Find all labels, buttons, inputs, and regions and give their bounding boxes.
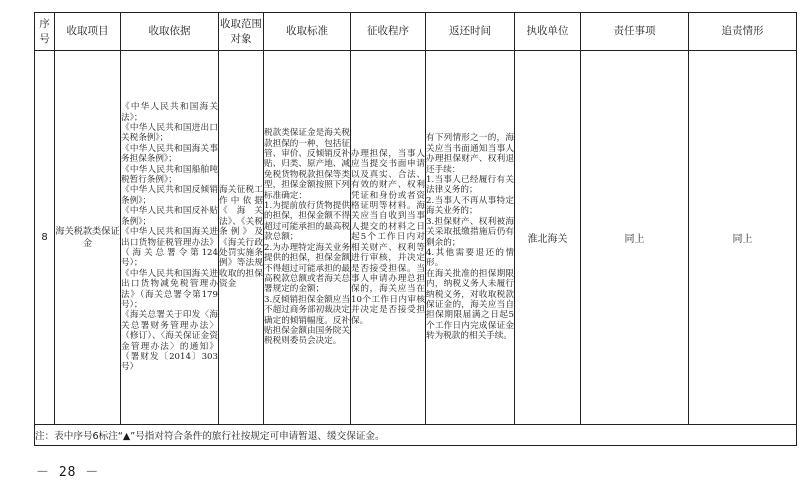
accountability-cell: 同上 xyxy=(689,51,797,425)
refund-line: 2.当事人不再从事特定海关业务的； xyxy=(426,195,514,217)
scope-cell: 海关征税工作中依据《海关法》、《关税条例》及《海关行政处罚实施条例》等法规收取的担保资金 xyxy=(219,51,264,425)
collecting-unit: 淮北海关 xyxy=(515,51,581,425)
fee-item-name: 海关税款类保证金 xyxy=(55,51,121,425)
fee-table xyxy=(34,12,797,446)
refund-line: 4.其他需要退还的情形。 xyxy=(426,247,514,269)
table-row xyxy=(35,51,797,425)
standard-line: 2.为办理特定海关业务提供的担保，担保金额不得超过可能承担的最高税款总额或者海关总署规定的金额； xyxy=(264,242,350,295)
header-no: 序号 xyxy=(35,13,55,51)
header-refund: 返还时间 xyxy=(426,13,515,51)
procedure-cell: 办理担保，当事人应当提交书面申请以及真实、合法、有效的财产、权利凭证和身份或者资格证明等材料。海关应当自收到当事人提交的材料之日起5个工作日内对相关财产、权利等进行审核，并决定是否接受担保。当事人申请办理总担保的，海关应当在10个工作日内审核并决定是否接受担保。 xyxy=(351,51,426,425)
refund-line: 3.担保财产、权利被海关采取抵缴措施后仍有剩余的； xyxy=(426,216,514,248)
header-accountability: 追责情形 xyxy=(689,13,797,51)
header-item: 收取项目 xyxy=(55,13,121,51)
basis-line: 《中华人民共和国反倾销条例》； xyxy=(121,185,218,206)
header-scope: 收取范围对象 xyxy=(219,13,264,51)
basis-line: 《中华人民共和国船舶吨税暂行条例》； xyxy=(121,164,218,186)
basis-line: 《中华人民共和国海关事务担保条例》； xyxy=(121,143,218,165)
refund-line: 在海关批准的担保期限内，纳税义务人未履行纳税义务，对收取税款保证金的，海关应当自担保期限届满之日起5个工作日内完成保证金转为税款的相关手续。 xyxy=(426,268,514,342)
basis-line: 《中华人民共和国海关进出口货物征税管理办法》（海关总署令第124号）； xyxy=(121,227,218,269)
standard-cell xyxy=(264,51,351,425)
standard-line: 税款类保证金是海关税款担保的一种，包括征管、审价、反倾销反补贴、归类、原产地、减免税货物税款担保等类型，担保金额按照下列标准确定： xyxy=(264,128,350,201)
basis-line: 《中华人民共和国海关法》； xyxy=(121,102,218,123)
note-row xyxy=(35,425,797,446)
header-procedure: 征收程序 xyxy=(351,13,426,51)
basis-cell xyxy=(121,51,219,425)
header-standard: 收取标准 xyxy=(264,13,351,51)
refund-line: 有下列情形之一的，海关应当书面通知当事人办理担保财产、权利退还手续： xyxy=(426,133,514,175)
basis-line: 《中华人民共和国海关进出口货物减免税管理办法》（海关总署令第179号）； xyxy=(121,268,218,310)
basis-line: 《中华人民共和国反补贴条例》； xyxy=(121,206,218,227)
page-number: － 28 － xyxy=(36,465,100,480)
basis-line: 《中华人民共和国进出口关税条例》； xyxy=(121,123,218,144)
table-note: 注：表中序号6标注“▲”号指对符合条件的旅行社按规定可申请暂退、缓交保证金。 xyxy=(35,425,797,446)
standard-line: 1.为提前放行货物提供的担保，担保金额不得超过可能承担的最高税款总额； xyxy=(264,201,350,243)
header-responsibility: 责任事项 xyxy=(581,13,689,51)
basis-line: 《海关总署关于印发〈海关总署财务管理办法〉（修订）、〈海关保证金资金管理办法〉的通知》（署财发〔2014〕303号） xyxy=(121,310,218,373)
refund-cell xyxy=(426,51,515,425)
header-row xyxy=(35,13,797,51)
header-unit: 执收单位 xyxy=(515,13,581,51)
row-number: 8 xyxy=(35,51,55,425)
standard-line: 3.反倾销担保金额应当不超过商务部初裁决定确定的倾销幅度。反补贴担保金额由国务院关税税则委员会决定。 xyxy=(264,294,350,347)
refund-line: 1.当事人已经履行有关法律义务的； xyxy=(426,175,514,196)
responsibility-cell: 同上 xyxy=(581,51,689,425)
header-basis: 收取依据 xyxy=(121,13,219,51)
